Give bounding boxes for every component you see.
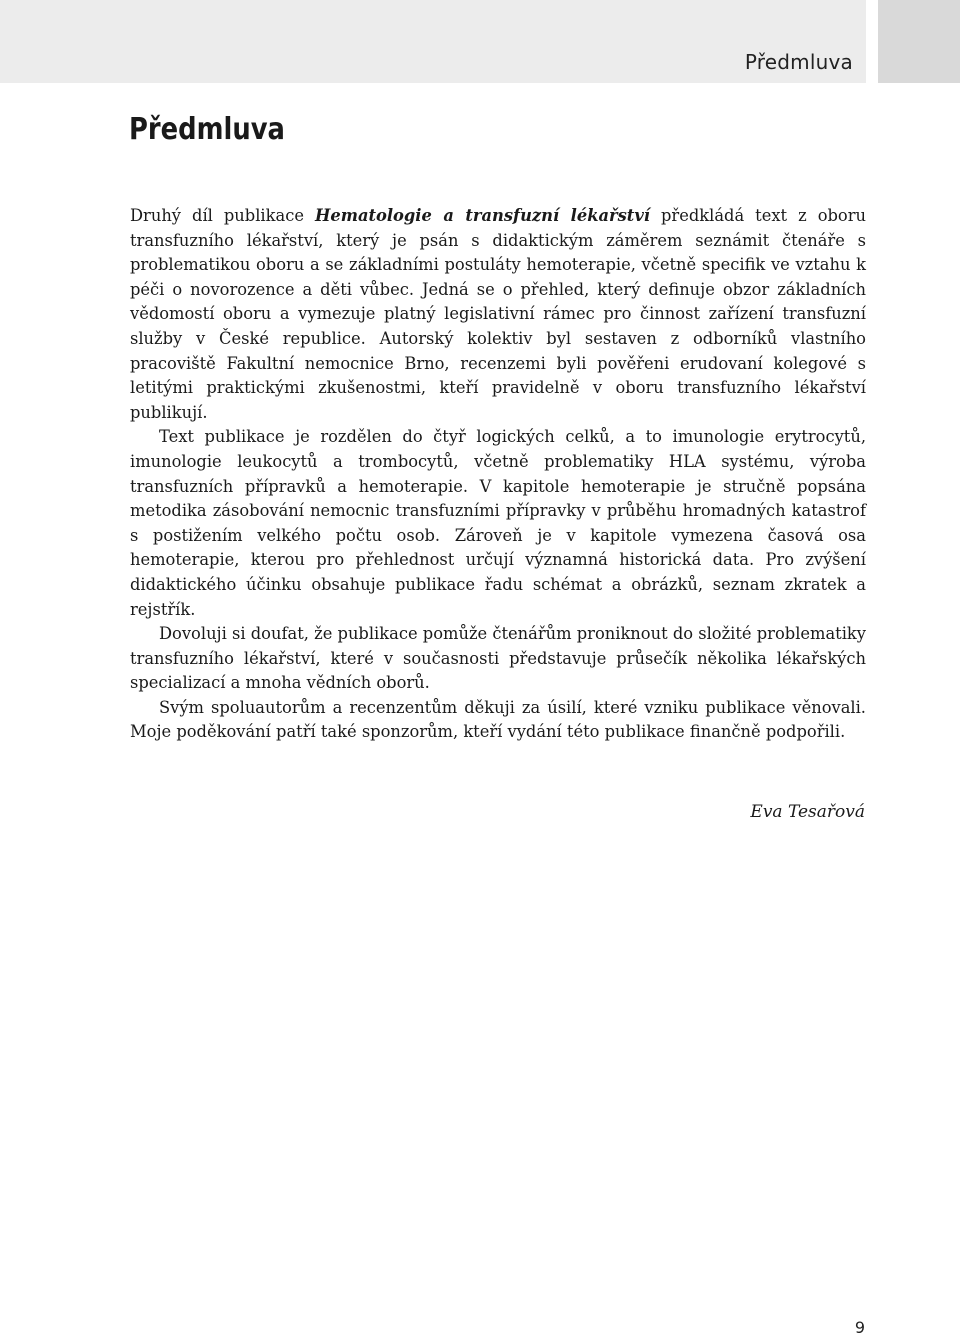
header-tab bbox=[878, 0, 960, 83]
paragraph-1-rest: předkládá text z oboru transfuzního lékařství, který je psán s didaktickým záměrem seznámit čtenáře s problematikou oboru a se základními postuláty hemoterapie, včetně specifik ve vztahu k péči o novorozence a děti vůbec. Jedná se o přehled, který definuje obzor základních vědomostí oboru a vymezuje platný legislativní rámec pro činnost zařízení transfuzní služby v České republice. Autorský kolektiv byl sestaven z odborníků vlastního pracoviště Fakultní nemocnice Brno, recenzemi byli pověřeni erudovaní kolegové s letitými praktickými zkušenostmi, kteří pravidelně v oboru transfuzního lékařství publikují. bbox=[130, 206, 866, 422]
body-text bbox=[130, 204, 866, 745]
page-number: 9 bbox=[854, 1318, 865, 1337]
header-band bbox=[0, 0, 866, 83]
paragraph-2: Text publikace je rozdělen do čtyř logických celků, a to imunologie erytrocytů, imunologie leukocytů a trombocytů, včetně problematiky HLA systému, výroba transfuzních přípravků a hemoterapie. V kapitole hemoterapie je stručně popsána metodika zásobování nemocnic transfuzními přípravky v průběhu hromadných katastrof s postižením velkého počtu osob. Zároveň je v kapitole vymezena časová osa hemoterapie, kterou pro přehlednost určují významná historická data. Pro zvýšení didaktického účinku obsahuje publikace řadu schémat a obrázků, seznam zkratek a rejstřík. bbox=[130, 427, 866, 619]
paragraph-3: Dovoluji si doufat, že publikace pomůže čtenářům proniknout do složité problematiky transfuzního lékařství, které v současnosti představuje průsečík několika lékařských specializací a mnoha vědních oborů. bbox=[130, 624, 866, 693]
paragraph-4: Svým spoluautorům a recenzentům děkuji za úsilí, které vzniku publikace věnovali. Moje poděkování patří také sponzorům, kteří vydání této publikace finančně podpořili. bbox=[130, 697, 866, 742]
page-title: Předmluva bbox=[129, 112, 285, 147]
paragraph-1-lead: Druhý díl publikace bbox=[130, 206, 315, 225]
book-title: Hematologie a transfuzní lékařství bbox=[314, 206, 650, 225]
paragraph-1 bbox=[130, 204, 866, 425]
author-signature: Eva Tesařová bbox=[750, 802, 865, 822]
running-head: Předmluva bbox=[744, 50, 853, 74]
